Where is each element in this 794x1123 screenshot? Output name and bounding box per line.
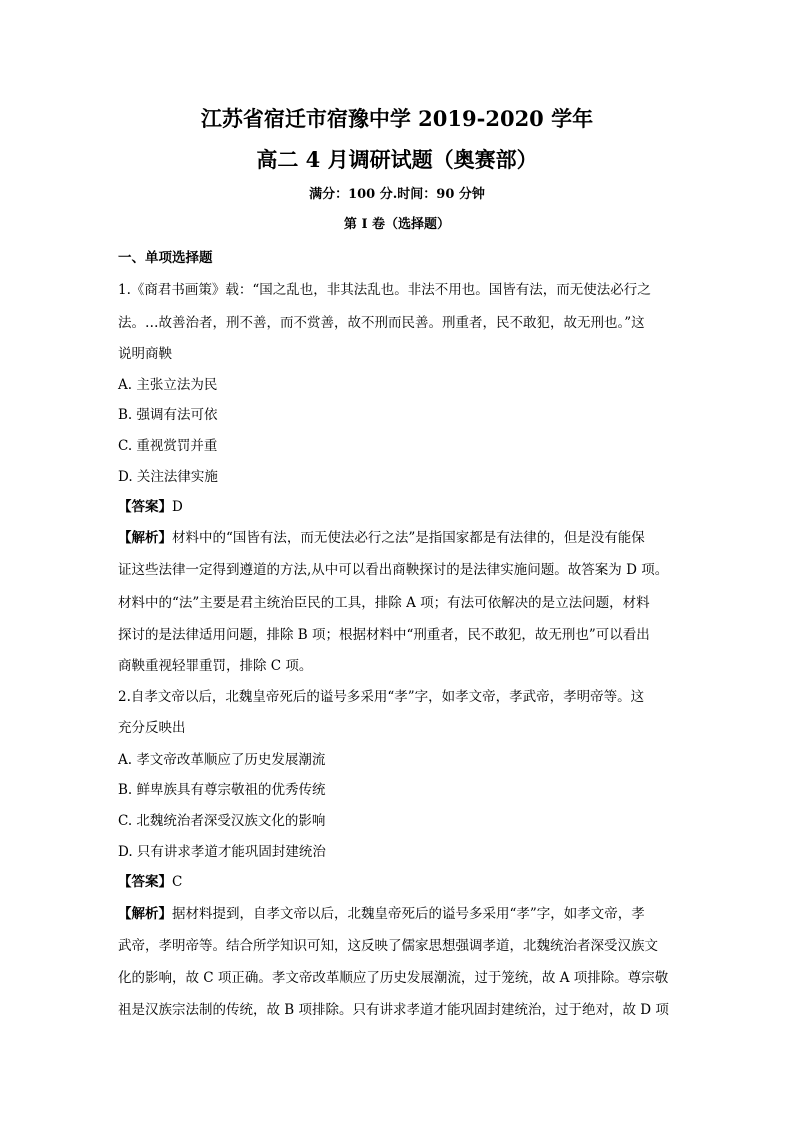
q1-option-b: B. 强调有法可依 (118, 407, 218, 423)
volume-heading: 第 I 卷（选择题） (343, 217, 451, 232)
q2-analysis-line: 化的影响，故 C 项正确。孝文帝改革顺应了历史发展潮流，过于笼统，故 A 项排除。尊宗敬 (118, 970, 669, 986)
q2-analysis-text: 据材料提到，自孝文帝以后，北魏皇帝死后的谥号多采用“孝”字，如孝文帝，孝 (172, 906, 645, 922)
q2-option-d: D. 只有讲求孝道才能巩固封建统治 (118, 844, 326, 860)
q1-analysis-line: 证这些法律一定得到遵道的方法,从中可以看出商鞅探讨的是法律实施问题。故答案为 D 项。 (118, 562, 669, 578)
q2-option-b: B. 鲜卑族具有尊宗敬祖的优秀传统 (118, 782, 326, 798)
q2-analysis-line (118, 904, 645, 924)
q2-stem-line: 充分反映出 (118, 720, 186, 736)
q1-option-c: C. 重视赏罚并重 (118, 438, 218, 454)
q1-analysis-line: 商鞅重视轻罪重罚，排除 C 项。 (118, 658, 313, 674)
q1-option-d: D. 关注法律实施 (118, 469, 218, 485)
score-time-info: 满分：100 分.时间：90 分钟 (309, 187, 485, 202)
q1-answer-label: 【答案】 (118, 499, 172, 515)
q1-answer-value: D (172, 499, 183, 515)
q1-analysis-text: 材料中的“国皆有法，而无使法必行之法”是指国家都是有法律的，但是没有能保 (172, 530, 645, 546)
q1-analysis-line: 探讨的是法律适用问题，排除 B 项；根据材料中“刑重者，民不敢犯，故无刑也”可以看出 (118, 627, 650, 643)
q2-stem-line: 2.自孝文帝以后，北魏皇帝死后的谥号多采用“孝”字，如孝文帝，孝武帝，孝明帝等。这 (118, 689, 645, 705)
q2-option-c: C. 北魏统治者深受汉族文化的影响 (118, 813, 326, 829)
q1-analysis-label: 【解析】 (118, 530, 172, 546)
section-heading: 一、单项选择题 (118, 250, 213, 266)
q1-stem-line: 说明商鞅 (118, 346, 172, 362)
document-title-line2: 高二 4 月调研试题（奥赛部） (256, 147, 538, 172)
q2-analysis-line: 祖是汉族宗法制的传统，故 B 项排除。只有讲求孝道才能巩固封建统治，过于绝对，故 D 项 (118, 1002, 669, 1018)
q1-option-a: A. 主张立法为民 (118, 377, 218, 393)
q1-stem-line: 法。…故善治者，刑不善，而不赏善，故不刑而民善。刑重者，民不敢犯，故无刑也。”这 (118, 315, 645, 331)
q2-option-a: A. 孝文帝改革顺应了历史发展潮流 (118, 752, 326, 768)
document-title-line1: 江苏省宿迁市宿豫中学 2019-2020 学年 (200, 106, 594, 131)
q1-analysis-line: 材料中的“法”主要是君主统治臣民的工具，排除 A 项；有法可依解决的是立法问题，材料 (118, 595, 650, 611)
q1-stem-line: 1.《商君书画策》载：“国之乱也，非其法乱也。非法不用也。国皆有法，而无使法必行之 (118, 282, 651, 298)
q1-analysis-line (118, 528, 645, 548)
q2-analysis-label: 【解析】 (118, 906, 172, 922)
q1-answer (118, 497, 183, 517)
q2-answer-label: 【答案】 (118, 874, 172, 890)
q2-analysis-line: 武帝，孝明帝等。结合所学知识可知，这反映了儒家思想强调孝道，北魏统治者深受汉族文 (118, 938, 658, 954)
q2-answer-value: C (172, 874, 183, 890)
q2-answer (118, 872, 182, 892)
